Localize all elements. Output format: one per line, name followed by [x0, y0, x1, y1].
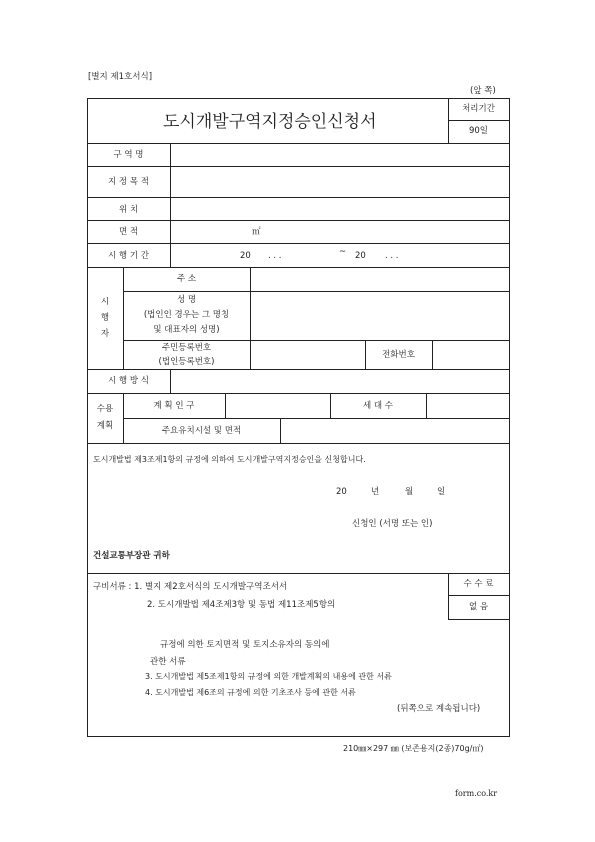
zone-name-label: 구 역 명 [113, 150, 144, 160]
zone-name-field[interactable] [171, 144, 509, 166]
period-field[interactable] [171, 244, 509, 267]
side-label: (앞 쪽) [470, 86, 496, 96]
attachment-item-2-cont-1: 규정에 의한 토지면적 및 토지소유자의 동의에 [160, 640, 330, 650]
period-tilde: ~ [339, 247, 347, 257]
address-label: 주 소 [176, 274, 197, 284]
reg-no-field[interactable] [251, 341, 365, 369]
date-day: 일 [437, 487, 446, 497]
capacity-label-1: 수용 [96, 404, 114, 414]
period-start-dots: . . . [268, 251, 282, 261]
attachment-item-2: 2. 도시개발법 제4조제3항 및 동법 제11조제5항의 [147, 600, 336, 610]
continued-note: (뒤쪽으로 계속됩니다) [397, 704, 481, 714]
households-field[interactable] [427, 394, 509, 418]
method-field[interactable] [171, 370, 509, 393]
declaration-text: 도시개발법 제3조제1항의 규정에 의하여 도시개발구역지정승인을 신청합니다. [93, 455, 366, 464]
address-field[interactable] [251, 268, 509, 291]
phone-field[interactable] [433, 341, 509, 369]
attachments-heading: 구비서류 : 1. 별지 제2호서식의 도시개발구역조서서 [93, 582, 288, 592]
date-month: 월 [405, 487, 414, 497]
applicant-signature: 신청인 (서명 또는 인) [352, 519, 433, 529]
capacity-label-2: 계획 [96, 421, 114, 431]
date-year-prefix: 20 [336, 487, 347, 497]
name-field[interactable] [251, 292, 509, 340]
purpose-field[interactable] [171, 167, 509, 197]
households-label: 세 대 수 [362, 401, 394, 411]
date-year: 년 [371, 487, 380, 497]
location-label: 위 치 [118, 205, 139, 215]
reg-no-label: 주민등록번호 [161, 343, 212, 353]
area-label: 면 적 [118, 227, 139, 237]
paper-spec: 210㎜×297 ㎜ (보존용지(2종)70g/㎡) [343, 744, 484, 753]
period-end-dots: . . . [385, 251, 399, 261]
method-label: 시 행 방 식 [108, 376, 149, 386]
name-note-1: (법인인 경우는 그 명칭 [143, 310, 230, 320]
addressee: 건설교통부장관 귀하 [93, 551, 170, 561]
period-label: 시 행 기 간 [108, 251, 149, 261]
facilities-label: 주요유치시설 및 면적 [161, 426, 242, 436]
fee-label: 수 수 료 [463, 579, 494, 589]
location-field[interactable] [171, 198, 509, 220]
fee-value: 없 음 [468, 602, 489, 612]
processing-period-value: 90일 [468, 126, 489, 136]
operator-label-3: 자 [100, 329, 110, 339]
operator-label-1: 시 [100, 297, 110, 307]
facilities-field[interactable] [281, 419, 509, 443]
period-end-year: 20 [355, 251, 366, 261]
period-start-year: 20 [240, 251, 251, 261]
area-unit: ㎡ [252, 227, 261, 237]
form-title: 도시개발구역지정승인신청서 [163, 112, 377, 132]
attachment-item-3: 3. 도시개발법 제5조제1항의 규정에 의한 개발계획의 내용에 관한 서류 [145, 672, 392, 681]
population-field[interactable] [226, 394, 330, 418]
population-label: 계 획 인 구 [153, 401, 195, 411]
name-label: 성 명 [176, 295, 197, 305]
name-note-2: 및 대표자의 성명) [153, 325, 220, 335]
area-field[interactable] [171, 221, 509, 243]
form-label: [별지 제1호서식] [88, 72, 153, 82]
website-label: form.co.kr [455, 789, 498, 798]
operator-label-2: 행 [100, 313, 110, 323]
attachment-item-2-cont-2: 관한 서류 [150, 657, 186, 667]
attachment-item-4: 4. 도시개발법 제6조의 규정에 의한 기초조사 등에 관한 서류 [145, 688, 356, 697]
processing-period-label: 처리기간 [462, 104, 495, 114]
corp-reg-no-label: (법인등록번호) [158, 357, 215, 367]
purpose-label: 지 정 목 적 [108, 177, 149, 187]
phone-label: 전화번호 [382, 350, 415, 360]
